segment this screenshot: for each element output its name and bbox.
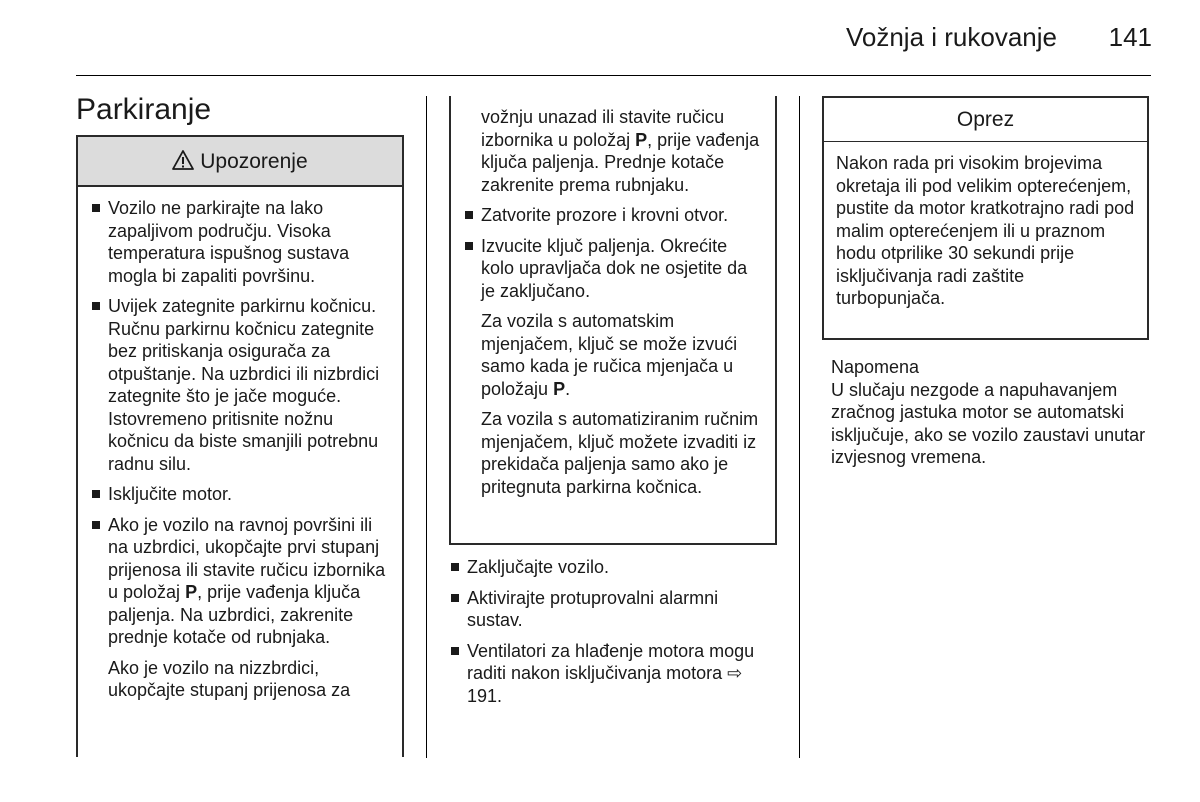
note-title: Napomena — [831, 357, 920, 377]
caution-title: Oprez — [824, 98, 1147, 142]
parking-steps — [449, 556, 769, 715]
note — [831, 356, 1153, 469]
warning-box-continued — [449, 96, 777, 545]
warning-triangle-icon — [172, 150, 194, 170]
paragraph: Za vozila s automatiziranim ručnim mjenjačem, ključ možete izvaditi iz prekidača paljenja samo ako je pritegnuta parkirna kočnica. — [481, 409, 759, 497]
caution-text: Nakon rada pri visokim brojevima okretaja ili pod velikim opterećenjem, pustite da motor kratkotrajno radi pod malim opterećenjem ili u praznom hodu otprilike 30 sekundi prije isključivanja radi zaštite turbopunjača. — [836, 153, 1135, 308]
list-item: Vozilo ne parkirajte na lako zapaljivom području. Visoka temperatura ispušnog sustava mogla bi zapaliti površinu. — [90, 197, 388, 287]
list-item: Aktivirajte protuprovalni alarmni sustav. — [449, 587, 769, 632]
list-item: Zatvorite prozore i krovni otvor. — [463, 204, 761, 227]
caution-box — [822, 96, 1149, 340]
paragraph: vožnju unazad ili stavite ručicu izbornika u položaj P, prije vađenja ključa paljenja. Prednje kotače zakrenite prema rubnjaku. — [481, 107, 760, 195]
warning-title: Upozorenje — [200, 150, 308, 173]
list-item: Ako je vozilo na ravnoj površini ili na uzbrdici, ukopčajte prvi stupanj prijenosa ili stavite ručicu izbornika u položaj P, prije vađenja ključa paljenja. Na uzbrdici, zakrenite prednje kotače od rubnjaka. — [90, 514, 388, 649]
column-divider — [799, 96, 800, 758]
warning-header — [78, 137, 402, 187]
paragraph: Za vozila s automatskim mjenjačem, ključ se može izvući samo kada je ručica mjenjača u položaju P. — [481, 311, 738, 399]
column-divider — [426, 96, 427, 758]
list-item: Uvijek zategnite parkirnu kočnicu. Ručnu parkirnu kočnicu zategnite bez pritiskanja osigurača za otpuštanje. Na uzbrdici ili nizbrdici zategnite što je jače moguće. Istovremeno pritisnite nožnu kočnicu da biste smanjili potrebnu radnu silu. — [90, 295, 388, 475]
list-item: Ventilatori za hlađenje motora mogu raditi nakon isključivanja motora ⇨ 191. — [449, 640, 769, 708]
list-item: Izvucite ključ paljenja. Okrećite kolo upravljača dok ne osjetite da je zaključano. — [463, 235, 761, 303]
page-number: 141 — [1108, 22, 1152, 52]
note-text: U slučaju nezgode a napuhavanjem zračnog jastuka motor se automatski isključuje, ako se vozilo zaustavi unutar izvjesnog vremena. — [831, 379, 1146, 467]
header-rule — [76, 75, 1151, 76]
section-title: Parkiranje — [76, 93, 212, 126]
list-item: Zaključajte vozilo. — [449, 556, 769, 579]
running-header: Vožnja i rukovanje — [845, 22, 1057, 52]
paragraph: Ako je vozilo na nizzbrdici, ukopčajte stupanj prijenosa za — [108, 657, 351, 700]
list-item: Isključite motor. — [90, 483, 388, 506]
warning-box — [76, 135, 404, 757]
